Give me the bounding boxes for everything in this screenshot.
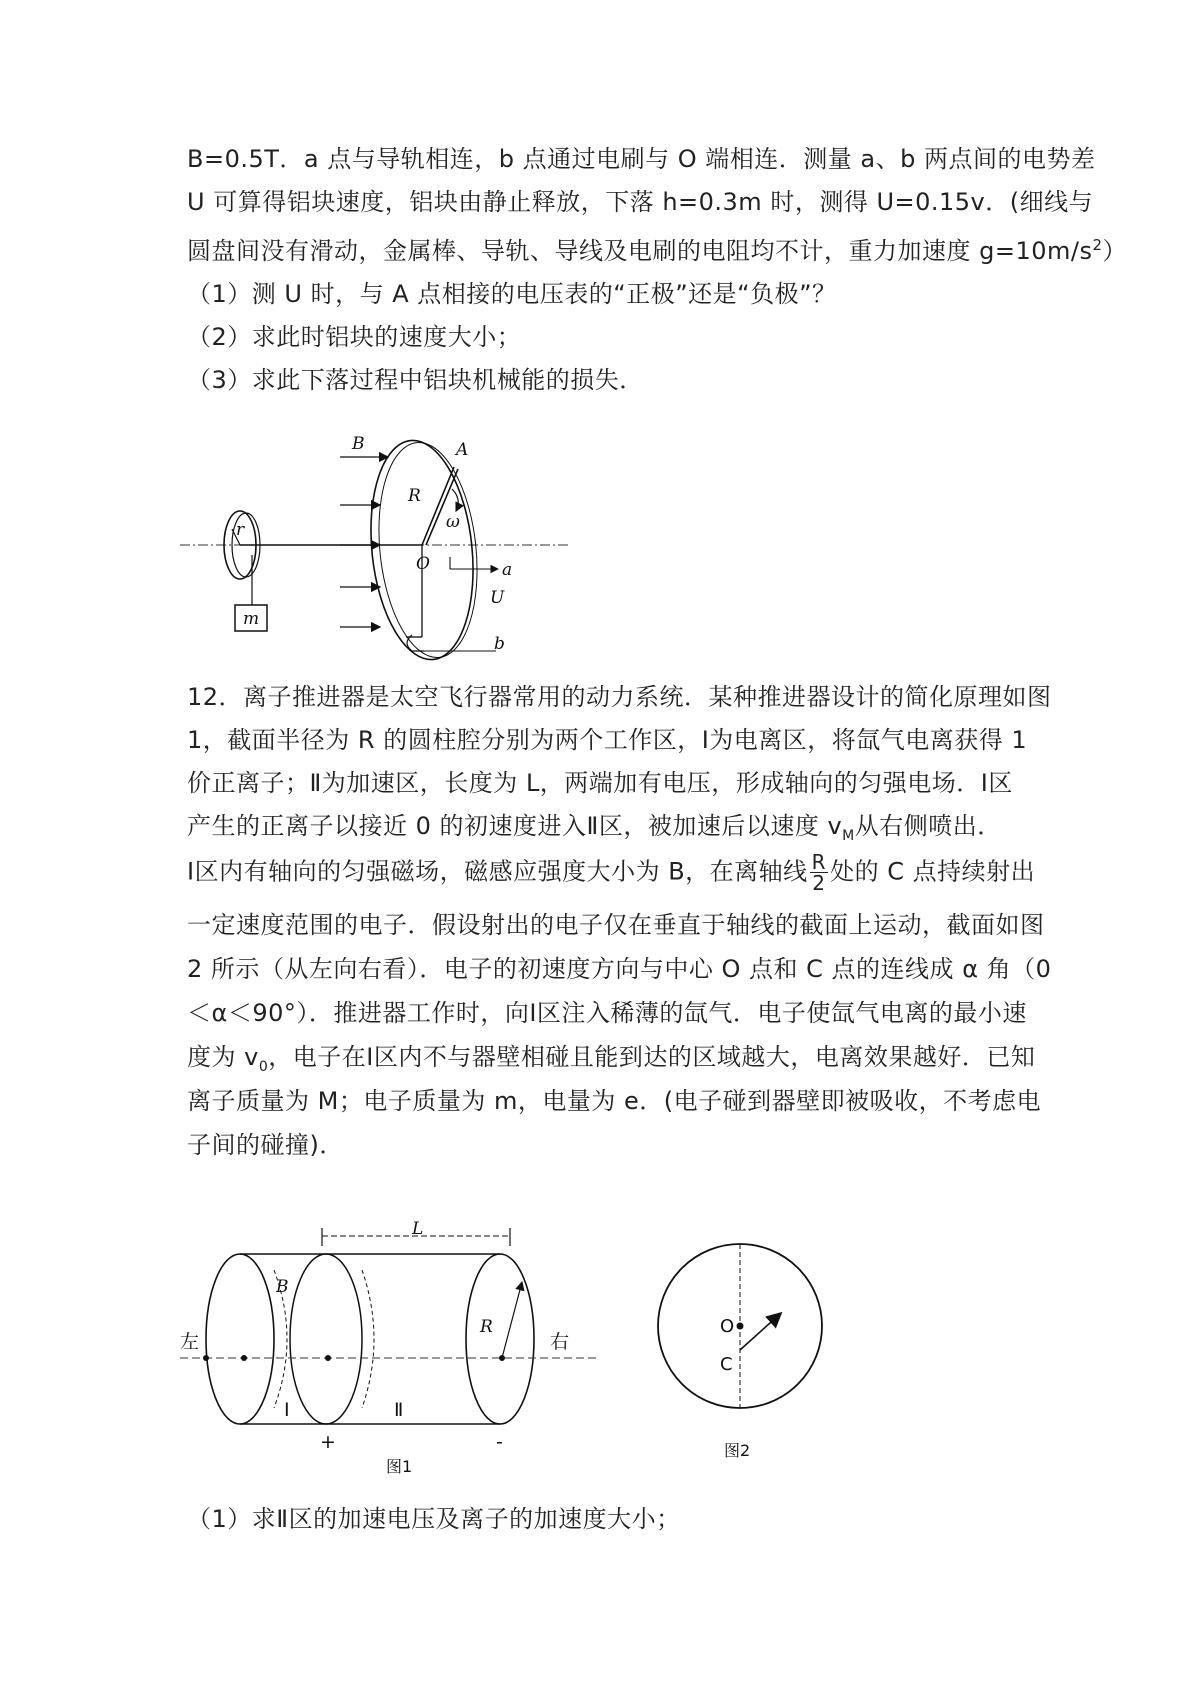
label-L: L xyxy=(412,1219,424,1239)
p12-line-7: 2 所示（从左向右看）．电子的初速度方向与中心 O 点和 C 点的连线成 α 角（0 xyxy=(187,955,1052,983)
p11-line-3: 圆盘间没有滑动，金属棒、导轨、导线及电刷的电阻均不计，重力加速度 $g=10m/s^2$） xyxy=(187,236,1128,265)
fig2-caption: 图2 xyxy=(724,1441,751,1460)
label-r: r xyxy=(236,520,245,540)
fraction-R-over-2: $\frac{R}{2}$ xyxy=(811,850,827,895)
label-zone-1: Ⅰ xyxy=(284,1399,290,1421)
p11-figure-disk-generator xyxy=(180,434,580,675)
p11-line-1: B=0.5T．a 点与导轨相连，b 点通过电刷与 O 端相连．测量 a、b 两点间的电势差 xyxy=(187,145,1096,173)
label-C-fig2: C xyxy=(720,1354,733,1375)
label-R-fig1: R xyxy=(480,1317,493,1337)
p12-line-9: 度为 $v_0$，电子在Ⅰ区内不与器壁相碰且能到达的区域越大，电离效果越好．已知 xyxy=(187,1043,1036,1075)
p12-question-1: （1）求Ⅱ区的加速电压及离子的加速度大小； xyxy=(187,1505,681,1533)
label-A: A xyxy=(456,440,469,460)
p11-question-1: （1）测 U 时，与 A 点相接的电压表的“正极”还是“负极”？ xyxy=(187,280,837,308)
label-O: O xyxy=(416,554,430,574)
label-m: m xyxy=(243,609,260,629)
p12-line-1: 12．离子推进器是太空飞行器常用的动力系统．某种推进器设计的简化原理如图 xyxy=(187,683,1052,711)
label-O-fig2: O xyxy=(720,1316,735,1337)
p11-line-2: U 可算得铝块速度，铝块由静止释放，下落 h=0.3m 时，测得 U=0.15v．(细线与 xyxy=(187,188,1094,216)
label-plus: + xyxy=(320,1431,336,1453)
label-B-fig1: B xyxy=(276,1277,289,1297)
label-U: U xyxy=(490,588,505,608)
label-omega: ω xyxy=(446,512,460,532)
p11-question-2: （2）求此时铝块的速度大小； xyxy=(187,323,522,351)
label-R: R xyxy=(408,486,421,506)
p12-line-11: 子间的碰撞)． xyxy=(187,1131,344,1159)
fig1-caption: 图1 xyxy=(386,1457,413,1476)
p12-line-6: 一定速度范围的电子．假设射出的电子仅在垂直于轴线的截面上运动，截面如图 xyxy=(187,911,1045,939)
p12-line-3: 价正离子；Ⅱ为加速区，长度为 L，两端加有电压，形成轴向的匀强电场．Ⅰ区 xyxy=(187,769,1013,797)
label-b: b xyxy=(494,634,505,654)
p11-question-3: （3）求此下落过程中铝块机械能的损失． xyxy=(187,366,644,394)
p12-line-5: Ⅰ区内有轴向的匀强磁场，磁感应强度大小为 B，在离轴线 $\frac{R}{2}$ 处的 C 点持续射出 xyxy=(187,850,1036,895)
p12-line-8: ＜α＜90°）．推进器工作时，向Ⅰ区注入稀薄的氙气．电子使氙气电离的最小速 xyxy=(187,999,1027,1027)
p12-line-4: 产生的正离子以接近 0 的初速度进入Ⅱ区，被加速后以速度 $v_M$从右侧喷出． xyxy=(187,812,1002,844)
label-a: a xyxy=(502,560,513,580)
label-right: 右 xyxy=(550,1331,570,1353)
label-left: 左 xyxy=(180,1331,200,1353)
p12-line-2: 1，截面半径为 R 的圆柱腔分别为两个工作区，Ⅰ为电离区，将氙气电离获得 1 xyxy=(187,726,1028,754)
p12-figure-2-cross-section xyxy=(652,1220,832,1475)
label-minus: - xyxy=(496,1431,503,1453)
label-B: B xyxy=(352,434,365,454)
p12-figure-1-cylinder xyxy=(180,1210,620,1475)
p12-line-10: 离子质量为 M；电子质量为 m，电量为 e．(电子碰到器壁即被吸收，不考虑电 xyxy=(187,1087,1042,1115)
label-zone-2: Ⅱ xyxy=(394,1399,404,1421)
